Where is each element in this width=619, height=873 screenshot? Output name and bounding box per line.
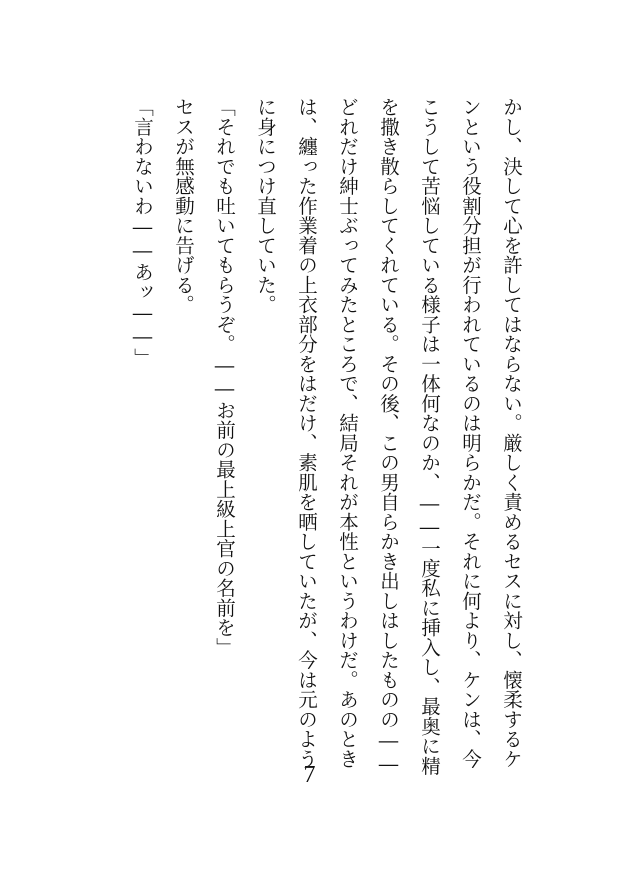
text-line-3: こうして苦悩している様子は一体何なのか、――一度私に挿入し、最奥に精	[418, 97, 441, 776]
text-line-5: どれだけ紳士ぶってみたところで、結局それが本性というわけだ。あのとき	[336, 97, 359, 769]
page-number: 7	[303, 762, 316, 788]
vertical-text-body	[92, 97, 532, 776]
text-line-4: を撒き散らしてくれている。その後、この男自らかき出しはしたものの――	[377, 97, 400, 776]
text-line-10: 「言わないわ――あッ――」	[131, 97, 154, 368]
text-line-1: かし、決して心を許してはならない。厳しく責めるセスに対し、懐柔するケ	[500, 97, 523, 769]
text-line-7: に身につけ直していた。	[254, 97, 277, 315]
text-line-6: は、纏った作業着の上衣部分をはだけ、素肌を晒していたが、今は元のよう	[295, 97, 318, 769]
text-line-2: ンという役割分担が行われているのは明らかだ。それに何より、ケンは、今	[459, 97, 482, 769]
text-line-8: 「それでも吐いてもらうぞ。――お前の最上級上官の名前を」	[213, 97, 236, 657]
text-line-9: セスが無感動に告げる。	[172, 97, 195, 315]
